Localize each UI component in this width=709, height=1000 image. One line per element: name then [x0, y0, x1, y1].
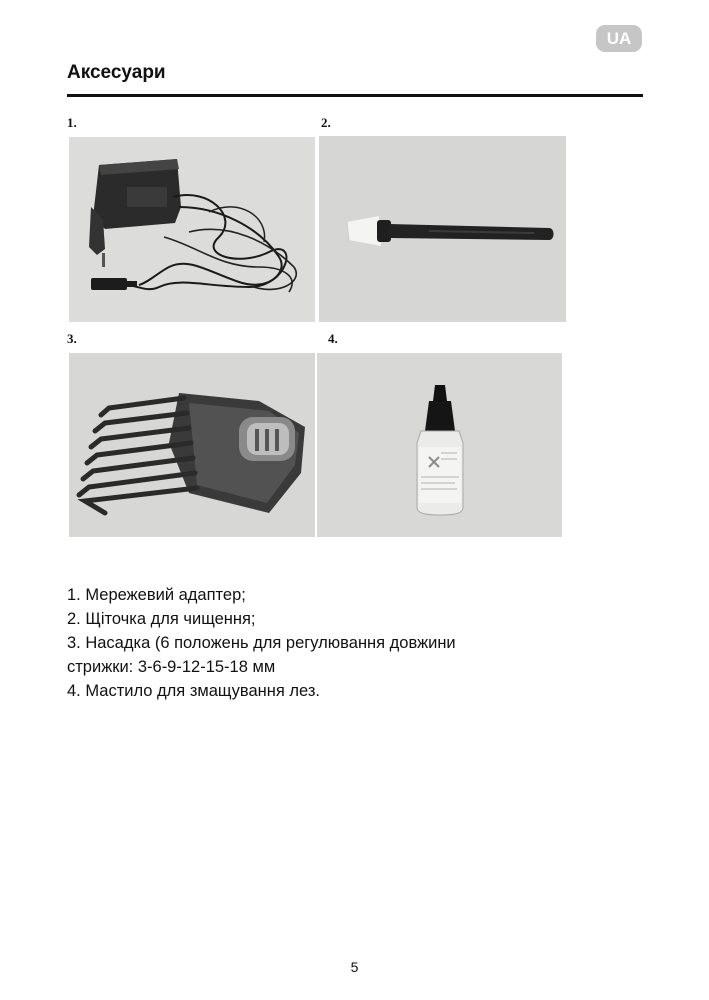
figure-4-number: 4. [328, 331, 338, 346]
cleaning-brush-image [319, 136, 566, 322]
page-number: 5 [350, 959, 359, 975]
figure-1-number: 1. [67, 115, 77, 130]
accessories-list [67, 583, 456, 703]
comb-attachment-image [69, 353, 315, 537]
section-title: Аксесуари [67, 62, 166, 83]
power-adapter-image [69, 137, 315, 322]
language-badge: UA [596, 25, 642, 52]
figure-3-number: 3. [67, 331, 77, 346]
title-divider [67, 94, 643, 97]
figure-2-number: 2. [321, 115, 331, 130]
list-item: 1. Мережевий адаптер; [67, 586, 246, 604]
list-item: 2. Щіточка для чищення; [67, 610, 256, 628]
list-item: стрижки: 3-6-9-12-15-18 мм [67, 658, 276, 676]
list-item: 4. Мастило для змащування лез. [67, 682, 321, 700]
list-item: 3. Насадка (6 положень для регулювання довжини [67, 634, 456, 652]
oil-bottle-image [317, 353, 562, 537]
